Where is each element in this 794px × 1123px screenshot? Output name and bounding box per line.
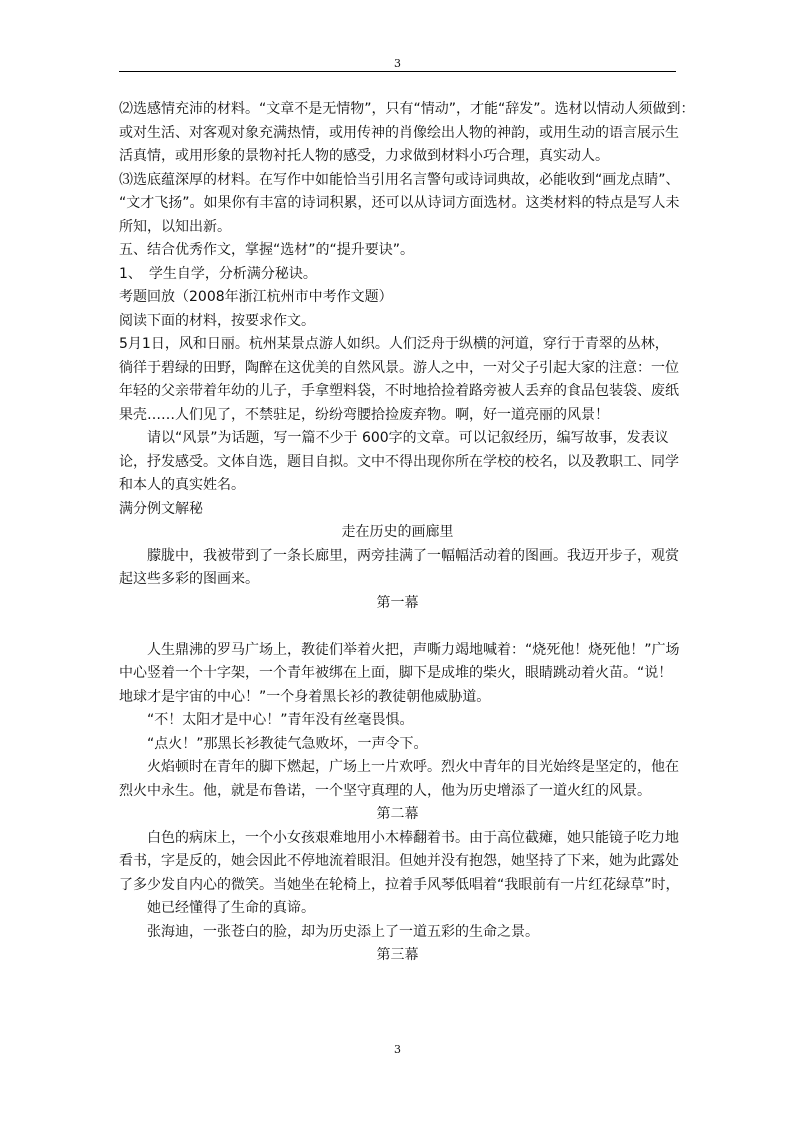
blank-line [119, 615, 676, 639]
text-line: 五、结合优秀作文，掌握“选材”的“提升要诀”。 [119, 242, 415, 258]
text-line: 1、 学生自学，分析满分秘诀。 [119, 265, 317, 282]
text-line: ⑵选感情充沛的材料。“文章不是无情物”，只有“情动”，才能“辞发”。选材以情动人须做到： [119, 101, 695, 117]
text-line: 或对生活、对客观对象充满热情，或用传神的肖像绘出人物的神韵，或用生动的语言展示生 [119, 124, 679, 141]
header-rule [119, 71, 676, 72]
text-line: “文才飞扬”。如果你有丰富的诗词积累，还可以从诗词方面选材。这类材料的特点是写人未 [119, 195, 680, 211]
text-line: 5月1日，风和日丽。杭州某景点游人如织。人们泛舟于纵横的河道，穿行于青翠的丛林， [119, 336, 669, 352]
text-line: “不！太阳才是中心！”青年没有丝毫畏惧。 [147, 712, 414, 728]
header-page-number: 3 [394, 57, 401, 70]
text-line: 满分例文解秘 [119, 500, 203, 517]
text-line: 阅读下面的材料，按要求作文。 [119, 312, 315, 329]
text-line: 张海迪，一张苍白的脸，却为历史添上了一道五彩的生命之景。 [147, 923, 539, 940]
section-heading: 走在历史的画廊里 [341, 524, 454, 540]
text-line: “点火！”那黑长衫教徒气急败坏，一声令下。 [147, 735, 428, 752]
footer-page-number: 3 [394, 1043, 401, 1056]
text-line: 和本人的真实姓名。 [119, 477, 245, 493]
text-line: 火焰顿时在青年的脚下燃起，广场上一片欢呼。烈火中青年的目光始终是坚定的，他在 [147, 759, 679, 775]
page-header [119, 0, 676, 72]
text-line: 看书，字是反的，她会因此不停地流着眼泪。但她并没有抱怨，她坚持了下来，她为此露处 [119, 853, 679, 869]
text-line: 徜徉于碧绿的田野，陶醉在这优美的自然风景。游人之中，一对父子引起大家的注意：一位 [119, 359, 679, 376]
section-heading: 第二幕 [376, 806, 419, 822]
text-line: 烈火中永生。他，就是布鲁诺，一个坚守真理的人，他为历史增添了一道火红的风景。 [119, 782, 651, 799]
text-line: 朦胧中，我被带到了一条长廊里，两旁挂满了一幅幅活动着的图画。我迈开步子，观赏 [147, 547, 679, 564]
text-line: 年轻的父亲带着年幼的儿子，手拿塑料袋，不时地拾捡着路旁被人丢弃的食品包装袋、废纸 [119, 383, 679, 399]
text-line: 果壳……人们见了，不禁驻足，纷纷弯腰拾捡废弃物。啊，好一道亮丽的风景！ [119, 406, 609, 423]
text-line: ⑶选底蕴深厚的材料。在写作中如能恰当引用名言警句或诗词典故，必能收到“画龙点睛”、 [119, 171, 680, 188]
document-body [119, 98, 695, 968]
text-line: 起这些多彩的图画来。 [119, 571, 259, 587]
text-line: 了多少发自内心的微笑。当她坐在轮椅上，拉着手风琴低唱着“我眼前有一片红花绿草”时， [119, 876, 680, 893]
text-line: 她已经懂得了生命的真谛。 [147, 900, 315, 916]
text-line: 所知，以知出新。 [119, 218, 231, 235]
section-heading: 第一幕 [376, 594, 419, 611]
text-line: 请以“风景”为话题，写一篇不少于 600字的文章。可以记叙经历，编写故事，发表议 [147, 430, 669, 446]
text-line: 地球才是宇宙的中心！”一个身着黑长衫的教徒朝他威胁道。 [119, 688, 491, 705]
text-line: 人生鼎沸的罗马广场上，教徒们举着火把，声嘶力竭地喊着：“烧死他！烧死他！”广场 [147, 641, 680, 658]
text-line: 活真情，或用形象的景物衬托人物的感受，力求做到材料小巧合理，真实动人。 [119, 148, 609, 164]
section-heading: 第三幕 [376, 947, 419, 963]
text-line: 中心竖着一个十字架，一个青年被绑在上面，脚下是成堆的柴火，眼睛跳动着火苗。“说！ [119, 665, 673, 681]
text-line: 考题回放（2008年浙江杭州市中考作文题） [119, 289, 393, 305]
text-line: 白色的病床上，一个小女孩艰难地用小木棒翻着书。由于高位截瘫，她只能镜子吃力地 [147, 829, 679, 846]
text-line: 论，抒发感受。文体自选，题目自拟。文中不得出现你所在学校的校名，以及教职工、同学 [119, 453, 679, 470]
